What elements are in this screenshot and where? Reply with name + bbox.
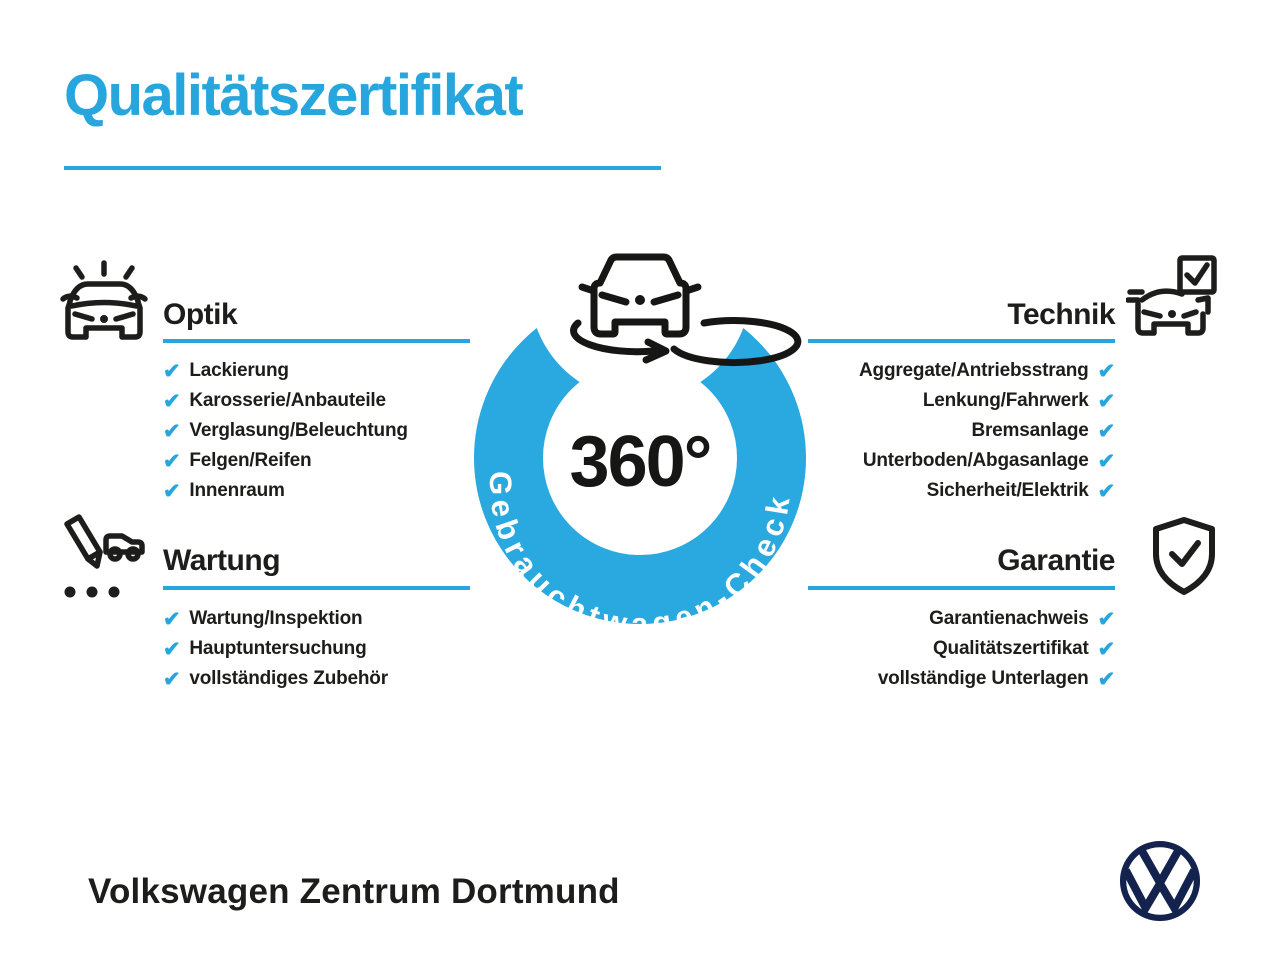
- checklist-item-label: Wartung/Inspektion: [189, 608, 363, 629]
- check-icon: ✔: [163, 607, 181, 631]
- section-heading-wartung: Wartung: [163, 544, 281, 577]
- checklist-item: [878, 604, 1115, 634]
- checklist-item-label: Sicherheit/Elektrik: [926, 480, 1089, 501]
- check-icon: ✔: [1097, 479, 1115, 503]
- check-icon: ✔: [1097, 419, 1115, 443]
- checklist-item: [163, 356, 408, 386]
- check-icon: ✔: [163, 359, 181, 383]
- checklist-item: [859, 416, 1115, 446]
- service-checklist-icon: [54, 514, 154, 610]
- degree-label: 360°: [569, 422, 711, 502]
- checklist-item: [859, 386, 1115, 416]
- checklist-item-label: Verglasung/Beleuchtung: [189, 420, 408, 441]
- check-icon: ✔: [1097, 667, 1115, 691]
- checklist-item-label: Unterboden/Abgasanlage: [862, 450, 1089, 471]
- vw-logo: [1115, 836, 1205, 926]
- check-icon: ✔: [1097, 607, 1115, 631]
- check-icon: ✔: [163, 419, 181, 443]
- check-icon: ✔: [1097, 637, 1115, 661]
- technik-underline: [808, 339, 1115, 343]
- title-underline: [64, 166, 661, 170]
- check-icon: ✔: [1097, 359, 1115, 383]
- 360-check-graphic: [470, 245, 810, 645]
- technik-checklist: [859, 356, 1115, 506]
- checklist-item-label: Garantienachweis: [929, 608, 1089, 629]
- checklist-item: [878, 664, 1115, 694]
- wartung-underline: [163, 586, 470, 590]
- garantie-checklist: [878, 604, 1115, 694]
- page-title: Qualitätszertifikat: [64, 63, 523, 128]
- shield-check-icon: [1144, 514, 1224, 610]
- checklist-item: [859, 356, 1115, 386]
- checklist-item-label: Aggregate/Antriebsstrang: [859, 360, 1089, 381]
- dealer-name: Volkswagen Zentrum Dortmund: [88, 872, 620, 911]
- checklist-item: [859, 446, 1115, 476]
- wartung-checklist: [163, 604, 388, 694]
- checklist-item: [163, 604, 388, 634]
- checklist-item: [163, 664, 388, 694]
- check-icon: ✔: [163, 389, 181, 413]
- optik-underline: [163, 339, 470, 343]
- checklist-item-label: Innenraum: [189, 480, 285, 501]
- checklist-item-label: vollständige Unterlagen: [877, 668, 1089, 689]
- check-icon: ✔: [1097, 389, 1115, 413]
- checklist-item-label: Lenkung/Fahrwerk: [922, 390, 1089, 411]
- section-heading-technik: Technik: [1007, 298, 1115, 331]
- checklist-item-label: vollständiges Zubehör: [189, 668, 388, 689]
- check-icon: ✔: [163, 637, 181, 661]
- section-heading-garantie: Garantie: [997, 544, 1115, 577]
- ring-label: Gebrauchtwagen-Check: [482, 470, 797, 642]
- check-icon: ✔: [163, 667, 181, 691]
- checklist-item-label: Hauptuntersuchung: [189, 638, 367, 659]
- garantie-underline: [808, 586, 1115, 590]
- optik-checklist: [163, 356, 408, 506]
- checklist-item: [163, 476, 408, 506]
- section-heading-optik: Optik: [163, 298, 238, 331]
- checklist-item-label: Felgen/Reifen: [189, 450, 312, 471]
- check-icon: ✔: [163, 479, 181, 503]
- check-icon: ✔: [1097, 449, 1115, 473]
- checklist-item-label: Karosserie/Anbauteile: [189, 390, 386, 411]
- checklist-item: [859, 476, 1115, 506]
- shiny-car-icon: [56, 254, 152, 350]
- checklist-item-label: Bremsanlage: [971, 420, 1089, 441]
- checklist-item: [163, 416, 408, 446]
- checklist-item: [878, 634, 1115, 664]
- check-icon: ✔: [163, 449, 181, 473]
- checklist-item-label: Qualitätszertifikat: [932, 638, 1089, 659]
- checklist-item-label: Lackierung: [189, 360, 289, 381]
- checklist-item: [163, 634, 388, 664]
- car-checkbox-icon: [1126, 254, 1222, 350]
- checklist-item: [163, 386, 408, 416]
- checklist-item: [163, 446, 408, 476]
